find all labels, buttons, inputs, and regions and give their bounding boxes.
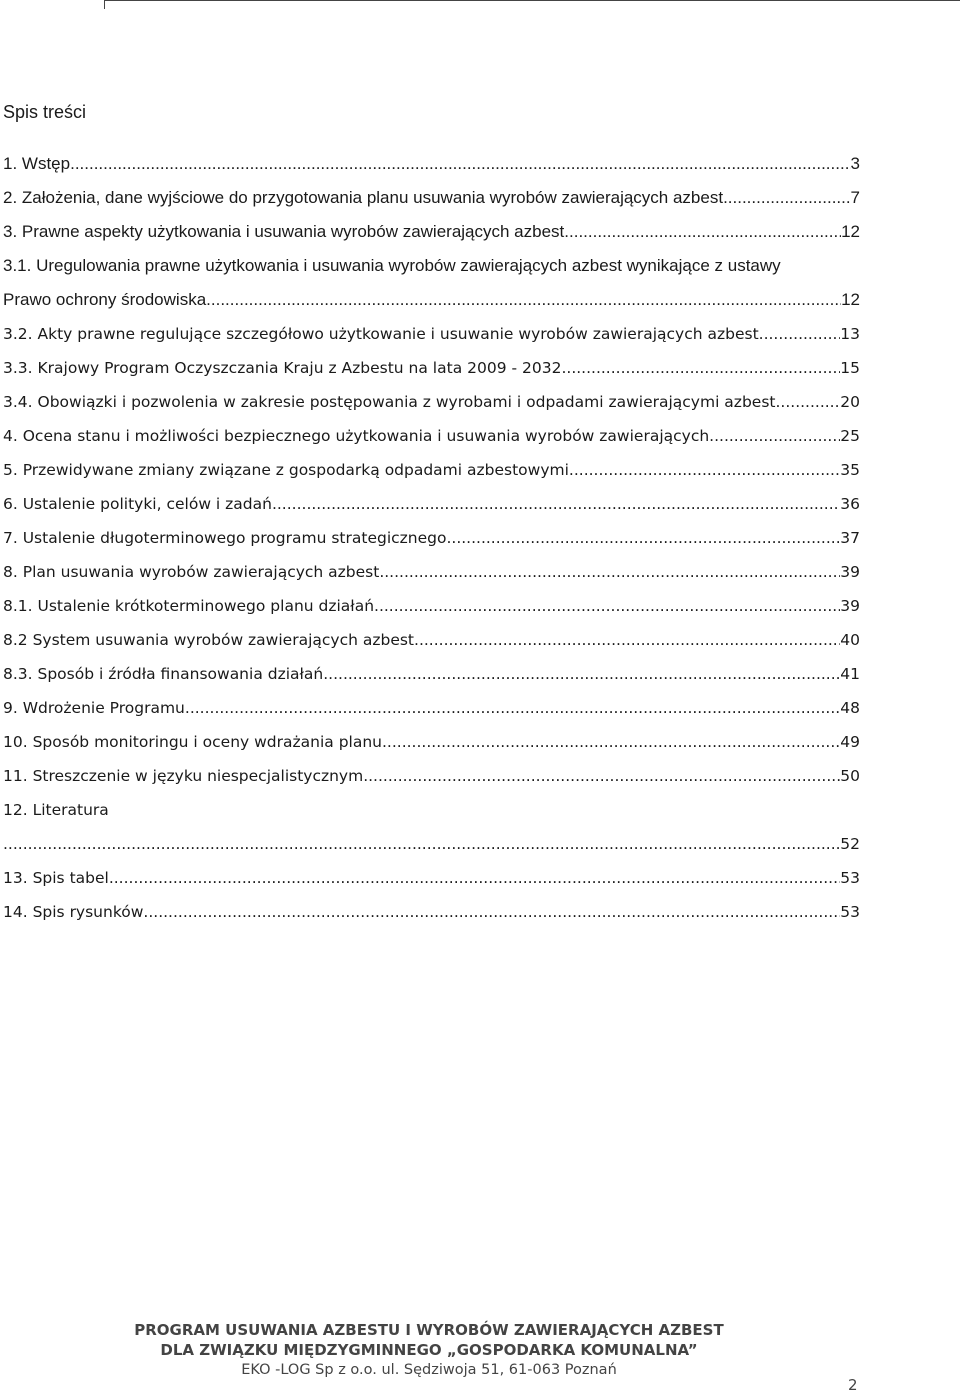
footer-subtitle: DLA ZWIĄZKU MIĘDZYGMINNEGO „GOSPODARKA KOMUNALNA” (160, 1341, 698, 1359)
toc-entry-page: 39 (840, 563, 860, 581)
toc-entry-page: 35 (840, 461, 860, 479)
toc-entry[interactable] (3, 214, 860, 248)
toc-entry-page: 48 (840, 699, 860, 717)
toc-entry-page: 52 (840, 835, 860, 853)
toc-entry-page: 13 (840, 325, 860, 343)
toc-entry[interactable] (3, 690, 860, 724)
toc-leader-dots (709, 424, 840, 452)
toc-entry-label: 3.4. Obowiązki i pozwolenia w zakresie postępowania z wyrobami i odpadami zawierającymi azbest (3, 393, 776, 411)
toc-entry[interactable] (3, 860, 860, 894)
toc-entry-page: 53 (840, 903, 860, 921)
toc-entry-label: 10. Sposób monitoringu i oceny wdrażania planu (3, 733, 382, 751)
toc-entry-page: 12 (841, 222, 860, 241)
toc-entry-label: 4. Ocena stanu i możliwości bezpiecznego użytkowania i usuwania wyrobów zawierających (3, 427, 710, 445)
toc-leader-dots (775, 390, 840, 418)
toc-leader-dots (206, 288, 841, 316)
toc-leader-dots (759, 322, 841, 350)
toc-entry-label: 1. Wstęp (3, 154, 71, 173)
toc-entry[interactable] (3, 554, 860, 588)
toc-entry-page: 41 (840, 665, 860, 683)
toc-leader-dots (569, 458, 840, 486)
toc-entry-page: 40 (840, 631, 860, 649)
toc-entry[interactable] (3, 724, 860, 758)
toc-entry-page: 3 (850, 154, 860, 173)
toc-leader-dots (109, 822, 860, 826)
toc-entry[interactable] (3, 452, 860, 486)
toc-entry[interactable] (3, 282, 860, 316)
toc-entry[interactable] (3, 146, 860, 180)
footer-address: EKO -LOG Sp z o.o. ul. Sędziwoja 51, 61-063 Poznań (241, 1362, 617, 1378)
toc-entry[interactable] (3, 758, 860, 792)
toc-entry[interactable] (3, 384, 860, 418)
toc-entry-label: 8.3. Sposób i źródła finansowania działań (3, 665, 324, 683)
toc-entry-page: 50 (840, 767, 860, 785)
page-number: 2 (848, 1376, 858, 1394)
toc-leader-dots (185, 696, 840, 724)
toc-entry-label: Prawo ochrony środowiska (3, 290, 207, 309)
toc-title: Spis treści (3, 102, 87, 122)
toc-entry[interactable] (3, 350, 860, 384)
toc-entry[interactable] (3, 418, 860, 452)
toc-entry[interactable] (3, 486, 860, 520)
toc-entry-label: 8.2 System usuwania wyrobów zawierających azbest (3, 631, 415, 649)
toc-entry[interactable] (3, 656, 860, 690)
toc-entry-page: 53 (840, 869, 860, 887)
toc-leader-dots (374, 594, 840, 622)
toc-entry-label: 13. Spis tabel (3, 869, 109, 887)
toc-leader-dots (723, 186, 850, 214)
toc-entry[interactable] (3, 520, 860, 554)
toc-entry[interactable] (3, 622, 860, 656)
toc-leader-dots (561, 356, 840, 384)
toc-leader-dots (382, 730, 840, 758)
toc-entry-page: 37 (840, 529, 860, 547)
toc-entry[interactable] (3, 894, 860, 928)
toc-leader-dots (323, 662, 840, 690)
toc-leader-dots (3, 832, 840, 860)
toc-entry-label: 8. Plan usuwania wyrobów zawierających azbest (3, 563, 380, 581)
toc-entry-label: 3.1. Uregulowania prawne użytkowania i usuwania wyrobów zawierających azbest wynikające z ustawy (3, 256, 781, 275)
toc-leader-dots (414, 628, 840, 656)
toc-entry-page: 25 (840, 427, 860, 445)
toc-leader-dots (70, 152, 850, 180)
toc-entry[interactable] (3, 826, 860, 860)
header-rule (104, 0, 960, 1)
toc-entry-label: 12. Literatura (3, 801, 109, 819)
toc-leader-dots (379, 560, 840, 588)
toc-entry-page: 39 (840, 597, 860, 615)
toc-entry-label: 7. Ustalenie długoterminowego programu strategicznego (3, 529, 447, 547)
toc-entry-page: 36 (840, 495, 860, 513)
toc-entry-page: 49 (840, 733, 860, 751)
toc-leader-dots (272, 492, 840, 520)
toc-entry-label: 8.1. Ustalenie krótkoterminowego planu działań (3, 597, 375, 615)
toc-leader-dots (109, 866, 840, 894)
toc-entry-label: 6. Ustalenie polityki, celów i zadań (3, 495, 272, 513)
toc-entry[interactable] (3, 316, 860, 350)
toc-leader-dots (363, 764, 840, 792)
header-rule-tick (104, 0, 105, 9)
toc-entry[interactable] (3, 180, 860, 214)
toc-entry-label: 2. Założenia, dane wyjściowe do przygotowania planu usuwania wyrobów zawierających azbest (3, 188, 724, 207)
toc-entry[interactable] (3, 248, 860, 282)
footer-title: PROGRAM USUWANIA AZBESTU I WYROBÓW ZAWIERAJĄCYCH AZBEST (134, 1321, 724, 1339)
toc-entry-label: 9. Wdrożenie Programu (3, 699, 185, 717)
toc-leader-dots (446, 526, 840, 554)
toc-leader-dots (564, 220, 841, 248)
table-of-contents (3, 146, 860, 928)
toc-entry-label: 14. Spis rysunków (3, 903, 144, 921)
toc-entry-page: 7 (850, 188, 860, 207)
toc-entry-page: 15 (840, 359, 860, 377)
page-footer (0, 1320, 858, 1380)
toc-entry-label: 11. Streszczenie w języku niespecjalistycznym (3, 767, 364, 785)
toc-entry-page: 20 (840, 393, 860, 411)
toc-leader-dots (143, 900, 840, 928)
toc-entry-label: 3.2. Akty prawne regulujące szczegółowo użytkowanie i usuwanie wyrobów zawierających azbest (3, 325, 759, 343)
toc-entry[interactable] (3, 792, 860, 826)
toc-entry-label: 3.3. Krajowy Program Oczyszczania Kraju z Azbestu na lata 2009 - 2032 (3, 359, 562, 377)
toc-leader-dots (781, 278, 860, 282)
toc-entry-page: 12 (841, 290, 860, 309)
toc-entry-label: 3. Prawne aspekty użytkowania i usuwania wyrobów zawierających azbest (3, 222, 565, 241)
toc-entry-label: 5. Przewidywane zmiany związane z gospodarką odpadami azbestowymi (3, 461, 569, 479)
toc-entry[interactable] (3, 588, 860, 622)
